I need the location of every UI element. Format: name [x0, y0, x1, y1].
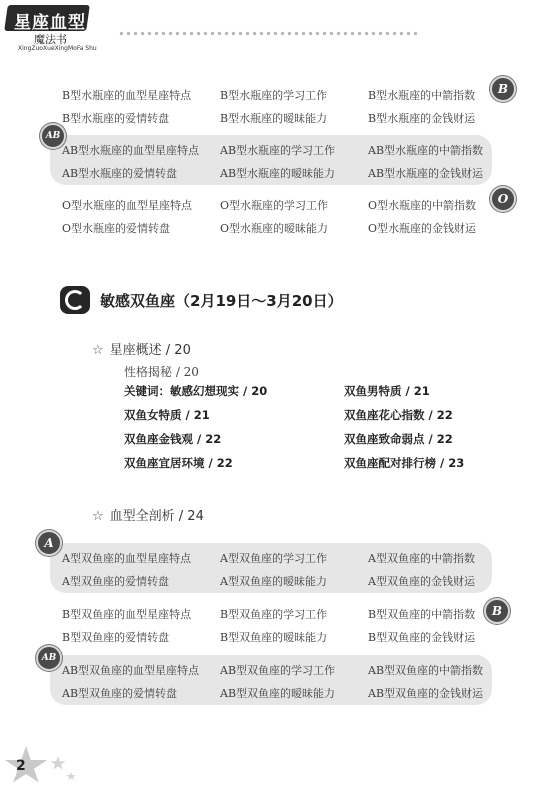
- toc-entry[interactable]: AB型水瓶座的中箭指数: [368, 144, 484, 157]
- toc-entry[interactable]: AB型双鱼座的中箭指数: [368, 664, 484, 677]
- toc-entry[interactable]: B型双鱼座的金钱财运: [368, 631, 476, 644]
- toc-entry[interactable]: AB型双鱼座的学习工作: [220, 664, 336, 677]
- keyword-entry[interactable]: 双鱼座配对排行榜 / 23: [344, 456, 465, 470]
- toc-entry[interactable]: O型水瓶座的爱情转盘: [62, 222, 171, 235]
- toc-entry[interactable]: O型水瓶座的学习工作: [220, 199, 329, 212]
- toc-entry[interactable]: A型双鱼座的暧昧能力: [220, 575, 327, 588]
- toc-entry[interactable]: B型双鱼座的爱情转盘: [62, 631, 170, 644]
- logo-subtitle: 魔法书: [34, 33, 67, 46]
- analysis-label: 血型全剖析 / 24: [109, 509, 204, 524]
- blood-type-b-badge: B: [490, 76, 516, 102]
- toc-entry[interactable]: AB型水瓶座的血型星座特点: [62, 144, 200, 157]
- overview-label: 星座概述 / 20: [109, 343, 191, 358]
- pisces-ab-block: [50, 655, 492, 705]
- pisces-b-block: [50, 599, 492, 649]
- toc-entry[interactable]: A型双鱼座的爱情转盘: [62, 575, 169, 588]
- keyword-entry[interactable]: 双鱼女特质 / 21: [124, 408, 210, 422]
- aquarius-ab-block: [50, 135, 492, 185]
- toc-entry[interactable]: O型水瓶座的血型星座特点: [62, 199, 193, 212]
- keyword-entry[interactable]: 双鱼座花心指数 / 22: [344, 408, 453, 422]
- blood-type-ab-badge: AB: [40, 123, 66, 149]
- keyword-entry[interactable]: 双鱼座宜居环境 / 22: [124, 456, 233, 470]
- toc-entry[interactable]: AB型水瓶座的金钱财运: [368, 167, 484, 180]
- keyword-entry[interactable]: 双鱼座致命弱点 / 22: [344, 432, 453, 446]
- toc-entry[interactable]: B型水瓶座的中箭指数: [368, 89, 476, 102]
- pisces-icon: [60, 286, 90, 314]
- toc-entry[interactable]: AB型双鱼座的血型星座特点: [62, 664, 200, 677]
- star-icon: ☆: [92, 509, 104, 524]
- decorative-star-icon: [50, 756, 66, 771]
- logo-title: 星座血型: [14, 13, 86, 33]
- toc-entry[interactable]: B型双鱼座的暧昧能力: [220, 631, 328, 644]
- keyword-entry[interactable]: 双鱼座金钱观 / 22: [124, 432, 222, 446]
- toc-entry[interactable]: B型水瓶座的金钱财运: [368, 112, 476, 125]
- toc-entry[interactable]: AB型双鱼座的爱情转盘: [62, 687, 178, 700]
- decorative-star-icon: [66, 772, 76, 781]
- blood-type-o-badge: O: [490, 186, 516, 212]
- toc-entry[interactable]: B型水瓶座的爱情转盘: [62, 112, 170, 125]
- toc-entry[interactable]: B型水瓶座的学习工作: [220, 89, 328, 102]
- star-icon: ☆: [92, 343, 104, 358]
- toc-entry[interactable]: AB型水瓶座的爱情转盘: [62, 167, 178, 180]
- star-icon: [4, 746, 48, 786]
- toc-entry[interactable]: A型双鱼座的血型星座特点: [62, 552, 191, 565]
- toc-entry[interactable]: O型水瓶座的金钱财运: [368, 222, 477, 235]
- toc-entry[interactable]: AB型双鱼座的金钱财运: [368, 687, 484, 700]
- analysis-heading[interactable]: [92, 505, 204, 524]
- toc-entry[interactable]: B型双鱼座的血型星座特点: [62, 608, 192, 621]
- page-number: 2: [16, 758, 26, 774]
- toc-entry[interactable]: B型双鱼座的中箭指数: [368, 608, 476, 621]
- page-number-star: [4, 746, 48, 786]
- aquarius-o-block: [50, 190, 492, 240]
- blood-type-b-badge: B: [484, 598, 510, 624]
- logo-pinyin: XingZuoXueXingMoFa Shu: [18, 45, 97, 52]
- toc-entry[interactable]: B型双鱼座的学习工作: [220, 608, 328, 621]
- toc-entry[interactable]: AB型水瓶座的暧昧能力: [220, 167, 336, 180]
- toc-entry[interactable]: B型水瓶座的血型星座特点: [62, 89, 192, 102]
- toc-entry[interactable]: O型水瓶座的中箭指数: [368, 199, 477, 212]
- toc-entry[interactable]: AB型水瓶座的学习工作: [220, 144, 336, 157]
- toc-entry[interactable]: A型双鱼座的学习工作: [220, 552, 327, 565]
- toc-entry[interactable]: AB型双鱼座的暧昧能力: [220, 687, 336, 700]
- pisces-a-block: [50, 543, 492, 593]
- overview-heading[interactable]: [92, 339, 191, 358]
- header-dotted-rule: [118, 31, 418, 36]
- toc-entry[interactable]: A型双鱼座的金钱财运: [368, 575, 475, 588]
- keyword-entry[interactable]: 关键词：敏感幻想现实 / 20: [124, 384, 268, 398]
- aquarius-b-block: [50, 80, 492, 130]
- blood-type-a-badge: A: [36, 530, 62, 556]
- blood-type-ab-badge: AB: [36, 645, 62, 671]
- toc-entry[interactable]: B型水瓶座的暧昧能力: [220, 112, 328, 125]
- book-logo: [6, 5, 110, 55]
- section-title: 敏感双鱼座（2月19日～3月20日）: [100, 292, 343, 310]
- personality-entry[interactable]: 性格揭秘 / 20: [124, 365, 199, 379]
- toc-entry[interactable]: O型水瓶座的暧昧能力: [220, 222, 329, 235]
- keyword-entry[interactable]: 双鱼男特质 / 21: [344, 384, 430, 398]
- toc-entry[interactable]: A型双鱼座的中箭指数: [368, 552, 475, 565]
